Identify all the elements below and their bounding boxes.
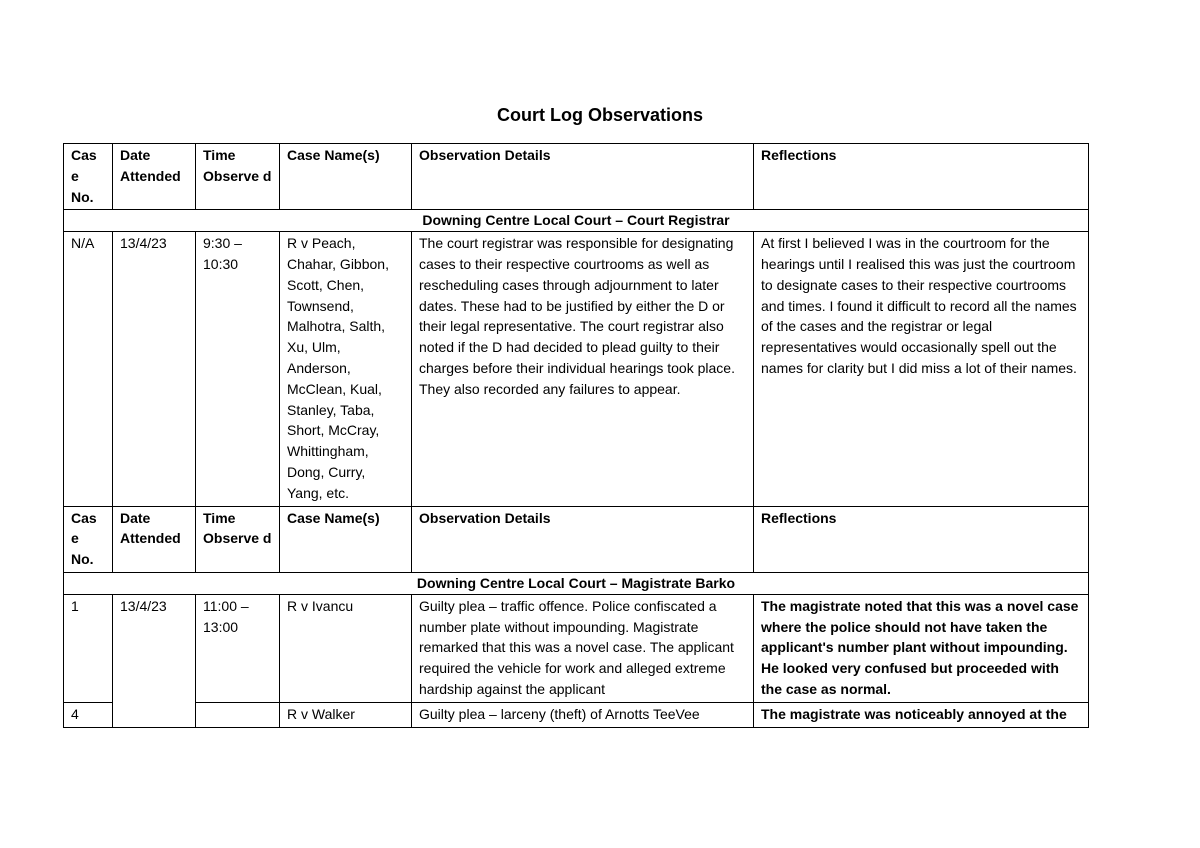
header-observation-details: Observation Details [412, 506, 754, 572]
section-heading-magistrate: Downing Centre Local Court – Magistrate Barko [64, 572, 1089, 594]
time-cell: 11:00 – 13:00 [196, 594, 280, 702]
table-row [64, 232, 1089, 506]
court-log-table [63, 143, 1089, 728]
header-observation-details: Observation Details [412, 144, 754, 210]
date-cell: 13/4/23 [113, 594, 196, 702]
page-title: Court Log Observations [496, 105, 703, 125]
observation-details-cell: Guilty plea – larceny (theft) of Arnotts TeeVee [412, 702, 754, 727]
header-time: Time Observe d [196, 144, 280, 210]
case-names-cell: R v Peach, Chahar, Gibbon, Scott, Chen, Townsend, Malhotra, Salth, Xu, Ulm, Anderson, McClean, Kual, Stanley, Taba, Short, McCray, Whittingham, Dong, Curry, Yang, etc. [280, 232, 412, 506]
case-names-cell: R v Ivancu [280, 594, 412, 702]
date-cell [113, 702, 196, 727]
header-date: Date Attended [113, 144, 196, 210]
header-case-names: Case Name(s) [280, 144, 412, 210]
header-case-no: Cas e No. [64, 506, 113, 572]
header-reflections: Reflections [754, 506, 1089, 572]
reflections-cell: The magistrate noted that this was a novel case where the police should not have taken the applicant's number plant without impounding. He looked very confused but proceeded with the case as normal. [754, 594, 1089, 702]
table-row [64, 702, 1089, 727]
header-case-names: Case Name(s) [280, 506, 412, 572]
case-no-cell: 1 [64, 594, 113, 702]
case-no-cell: N/A [64, 232, 113, 506]
header-date: Date Attended [113, 506, 196, 572]
header-time: Time Observe d [196, 506, 280, 572]
header-row [64, 144, 1089, 210]
header-case-no: Cas e No. [64, 144, 113, 210]
table-row [64, 594, 1089, 702]
section-heading-row [64, 210, 1089, 232]
time-cell [196, 702, 280, 727]
case-names-cell: R v Walker [280, 702, 412, 727]
observation-details-cell: Guilty plea – traffic offence. Police confiscated a number plate without impounding. Magistrate remarked that this was a novel case. The applicant required the vehicle for work and alleged extreme hardship against the applicant [412, 594, 754, 702]
section-heading-registrar: Downing Centre Local Court – Court Registrar [64, 210, 1089, 232]
reflections-cell: The magistrate was noticeably annoyed at the [754, 702, 1089, 727]
observation-details-cell: The court registrar was responsible for designating cases to their respective courtrooms as well as rescheduling cases through adjournment to later dates. These had to be justified by either the D or their legal representative. The court registrar also noted if the D had decided to plead guilty to their charges before their individual hearings took place. They also recorded any failures to appear. [412, 232, 754, 506]
header-row [64, 506, 1089, 572]
date-cell: 13/4/23 [113, 232, 196, 506]
header-reflections: Reflections [754, 144, 1089, 210]
section-heading-row [64, 572, 1089, 594]
case-no-cell: 4 [64, 702, 113, 727]
time-cell: 9:30 – 10:30 [196, 232, 280, 506]
reflections-cell: At first I believed I was in the courtroom for the hearings until I realised this was just the courtroom to designate cases to their respective courtrooms and times. I found it difficult to record all the names of the cases and the registrar or legal representatives would occasionally spell out the names for clarity but I did miss a lot of their names. [754, 232, 1089, 506]
